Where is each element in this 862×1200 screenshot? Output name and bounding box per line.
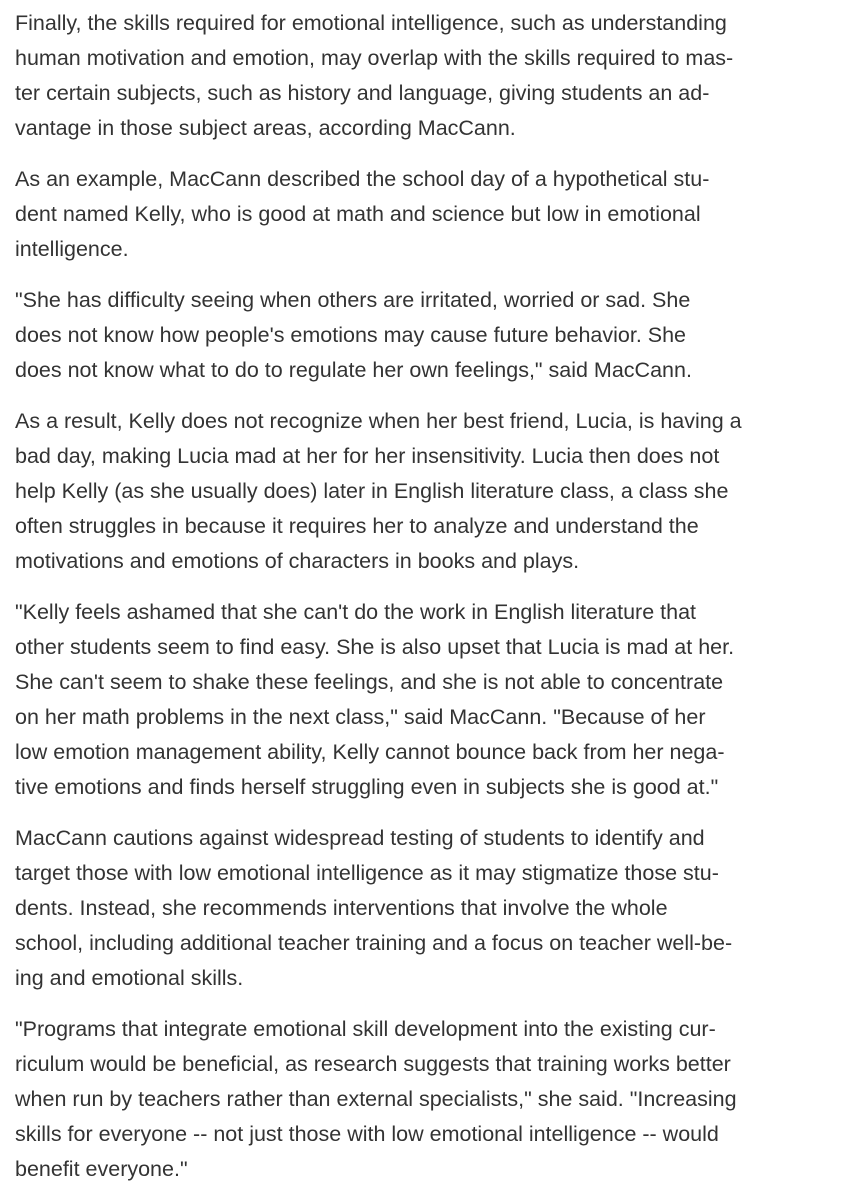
text-line: skills for everyone -- not just those with low emotional intelligence -- would xyxy=(15,1122,719,1146)
text-line: dents. Instead, she recommends interventions that involve the whole xyxy=(15,896,668,920)
text-line: other students seem to find easy. She is also upset that Lucia is mad at her. xyxy=(15,635,735,659)
paragraph-lucia-result xyxy=(15,404,852,579)
text-line: ter certain subjects, such as history and language, giving students an ad- xyxy=(15,81,710,105)
text-line: does not know how people's emotions may cause future behavior. She xyxy=(15,323,687,347)
text-line: motivations and emotions of characters in books and plays. xyxy=(15,549,580,573)
paragraph-programs-quote xyxy=(15,1012,852,1187)
text-line: dent named Kelly, who is good at math and science but low in emotional xyxy=(15,202,701,226)
text-line: often struggles in because it requires her to analyze and understand the xyxy=(15,514,699,538)
text-line: school, including additional teacher training and a focus on teacher well-be- xyxy=(15,931,733,955)
text-line: tive emotions and finds herself struggling even in subjects she is good at." xyxy=(15,775,719,799)
text-line: benefit everyone." xyxy=(15,1157,188,1181)
text-line: "Kelly feels ashamed that she can't do the work in English literature that xyxy=(15,600,696,624)
text-line: riculum would be beneficial, as research suggests that training works better xyxy=(15,1052,731,1076)
text-line: vantage in those subject areas, according MacCann. xyxy=(15,116,516,140)
text-line: As an example, MacCann described the school day of a hypothetical stu- xyxy=(15,167,710,191)
paragraph-testing-caution xyxy=(15,821,852,996)
paragraph-emotional-skills-overlap xyxy=(15,6,852,146)
text-line: "She has difficulty seeing when others are irritated, worried or sad. She xyxy=(15,288,691,312)
text-line: low emotion management ability, Kelly cannot bounce back from her nega- xyxy=(15,740,725,764)
paragraph-kelly-ashamed-quote xyxy=(15,595,852,805)
text-line: intelligence. xyxy=(15,237,129,261)
text-line: does not know what to do to regulate her own feelings," said MacCann. xyxy=(15,358,692,382)
text-line: MacCann cautions against widespread testing of students to identify and xyxy=(15,826,705,850)
text-line: human motivation and emotion, may overlap with the skills required to mas- xyxy=(15,46,734,70)
text-line: ing and emotional skills. xyxy=(15,966,244,990)
text-line: She can't seem to shake these feelings, and she is not able to concentrate xyxy=(15,670,724,694)
text-line: bad day, making Lucia mad at her for her insensitivity. Lucia then does not xyxy=(15,444,720,468)
paragraph-kelly-quote xyxy=(15,283,852,388)
text-line: when run by teachers rather than external specialists," she said. "Increasing xyxy=(15,1087,737,1111)
text-line: on her math problems in the next class," said MacCann. "Because of her xyxy=(15,705,706,729)
text-line: As a result, Kelly does not recognize when her best friend, Lucia, is having a xyxy=(15,409,742,433)
text-line: Finally, the skills required for emotional intelligence, such as understanding xyxy=(15,11,727,35)
text-line: target those with low emotional intelligence as it may stigmatize those stu- xyxy=(15,861,719,885)
text-line: help Kelly (as she usually does) later in English literature class, a class she xyxy=(15,479,729,503)
paragraph-kelly-example xyxy=(15,162,852,267)
text-line: "Programs that integrate emotional skill development into the existing cur- xyxy=(15,1017,716,1041)
